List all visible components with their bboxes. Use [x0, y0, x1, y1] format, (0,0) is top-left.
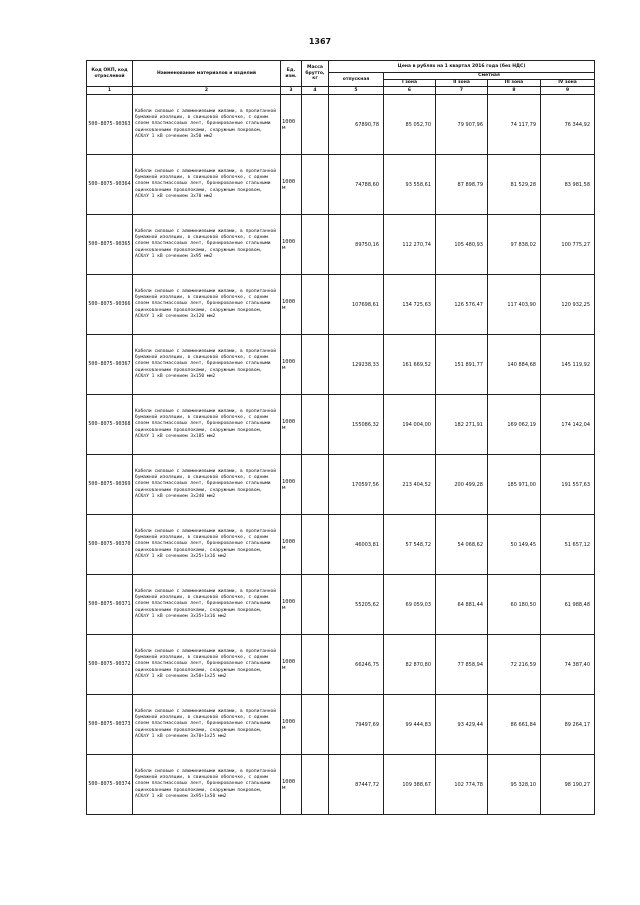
zone-3-price: 86 661,84: [488, 695, 541, 755]
release-price: 46003,81: [329, 515, 384, 575]
header-name: Наименование материалов и изделий: [133, 61, 281, 87]
zone-3-price: 95 328,10: [488, 755, 541, 815]
table-row: [87, 515, 595, 575]
zone-2-price: 79 907,96: [436, 95, 488, 155]
zone-4-price: 145 119,92: [541, 335, 595, 395]
zone-2-price: 105 480,93: [436, 215, 488, 275]
header-release: отпускная: [329, 73, 384, 87]
header-estimate: Сметная: [384, 73, 595, 80]
zone-4-price: 76 344,92: [541, 95, 595, 155]
mass: [302, 395, 329, 455]
okp-code: 500-8075-90366: [87, 275, 133, 335]
table-row: [87, 695, 595, 755]
zone-3-price: 74 117,79: [488, 95, 541, 155]
zone-1-price: 69 059,03: [384, 575, 436, 635]
release-price: 129238,33: [329, 335, 384, 395]
okp-code: 500-8075-90363: [87, 95, 133, 155]
unit: 1000 м: [281, 95, 302, 155]
release-price: 155086,32: [329, 395, 384, 455]
zone-1-price: 82 870,80: [384, 635, 436, 695]
zone-2-price: 64 881,44: [436, 575, 488, 635]
unit: 1000 м: [281, 455, 302, 515]
zone-3-price: 140 884,68: [488, 335, 541, 395]
zone-4-price: 89 264,17: [541, 695, 595, 755]
material-name: Кабели силовые с алюминиевыми жилами, в пропитанной бумажной изоляции, в свинцовой оболочке, с одним слоем пластмассовых лент, бронированные стальными оцинкованными проволоками, снаружным покровом, АСКлУ 1 кВ сечением 3х25+1х16 мм2: [133, 515, 281, 575]
table-row: [87, 755, 595, 815]
unit: 1000 м: [281, 275, 302, 335]
material-name: Кабели силовые с алюминиевыми жилами, в пропитанной бумажной изоляции, в свинцовой оболочке, с одним слоем пластмассовых лент, бронированные стальными оцинкованными проволоками, снаружным покровом, АСКлУ 1 кВ сечением 3х150 мм2: [133, 335, 281, 395]
zone-2-price: 182 271,91: [436, 395, 488, 455]
release-price: 107698,61: [329, 275, 384, 335]
release-price: 55205,62: [329, 575, 384, 635]
zone-2-price: 87 898,79: [436, 155, 488, 215]
material-name: Кабели силовые с алюминиевыми жилами, в пропитанной бумажной изоляции, в свинцовой оболочке, с одним слоем пластмассовых лент, бронированные стальными оцинкованными проволоками, снаружным покровом, АСКлУ 1 кВ сечением 3х70 мм2: [133, 155, 281, 215]
okp-code: 500-8075-90372: [87, 635, 133, 695]
zone-1-price: 85 052,70: [384, 95, 436, 155]
zone-1-price: 99 444,83: [384, 695, 436, 755]
zone-4-price: 120 932,25: [541, 275, 595, 335]
zone-1-price: 161 669,52: [384, 335, 436, 395]
release-price: 74788,60: [329, 155, 384, 215]
zone-1-price: 213 404,52: [384, 455, 436, 515]
zone-3-price: 60 180,50: [488, 575, 541, 635]
zone-3-price: 81 529,28: [488, 155, 541, 215]
column-number: 5: [329, 87, 384, 95]
release-price: 67890,78: [329, 95, 384, 155]
okp-code: 500-8075-90373: [87, 695, 133, 755]
release-price: 89750,16: [329, 215, 384, 275]
zone-2-price: 200 499,28: [436, 455, 488, 515]
mass: [302, 275, 329, 335]
header-zone-2: II зона: [436, 80, 488, 87]
okp-code: 500-8075-90370: [87, 515, 133, 575]
mass: [302, 755, 329, 815]
zone-3-price: 72 216,59: [488, 635, 541, 695]
unit: 1000 м: [281, 635, 302, 695]
material-name: Кабели силовые с алюминиевыми жилами, в пропитанной бумажной изоляции, в свинцовой оболочке, с одним слоем пластмассовых лент, бронированные стальными оцинкованными проволоками, снаружным покровом, АСКлУ 1 кВ сечением 3х240 мм2: [133, 455, 281, 515]
table-row: [87, 95, 595, 155]
zone-1-price: 194 004,00: [384, 395, 436, 455]
zone-1-price: 112 270,74: [384, 215, 436, 275]
column-number: 1: [87, 87, 133, 95]
header-zone-4: IV зона: [541, 80, 595, 87]
release-price: 170597,56: [329, 455, 384, 515]
material-name: Кабели силовые с алюминиевыми жилами, в пропитанной бумажной изоляции, в свинцовой оболочке, с одним слоем пластмассовых лент, бронированные стальными оцинкованными проволоками, снаружным покровом, АСКлУ 1 кВ сечением 3х35+1х16 мм2: [133, 575, 281, 635]
material-name: Кабели силовые с алюминиевыми жилами, в пропитанной бумажной изоляции, в свинцовой оболочке, с одним слоем пластмассовых лент, бронированные стальными оцинкованными проволоками, снаружным покровом, АСКлУ 1 кВ сечением 3х50 мм2: [133, 95, 281, 155]
release-price: 87447,72: [329, 755, 384, 815]
table-row: [87, 455, 595, 515]
okp-code: 500-8075-90365: [87, 215, 133, 275]
release-price: 66246,75: [329, 635, 384, 695]
table-row: [87, 635, 595, 695]
zone-2-price: 77 858,94: [436, 635, 488, 695]
table-row: [87, 215, 595, 275]
zone-1-price: 109 388,67: [384, 755, 436, 815]
header-unit: Ед. изм.: [281, 61, 302, 87]
column-number: 4: [302, 87, 329, 95]
zone-2-price: 54 068,62: [436, 515, 488, 575]
column-number: 8: [488, 87, 541, 95]
zone-4-price: 100 775,27: [541, 215, 595, 275]
unit: 1000 м: [281, 695, 302, 755]
unit: 1000 м: [281, 155, 302, 215]
table-row: [87, 335, 595, 395]
mass: [302, 335, 329, 395]
zone-1-price: 134 725,63: [384, 275, 436, 335]
table-row: [87, 575, 595, 635]
mass: [302, 215, 329, 275]
unit: 1000 м: [281, 575, 302, 635]
column-numbers-row: [87, 87, 595, 95]
zone-3-price: 117 403,90: [488, 275, 541, 335]
table-row: [87, 155, 595, 215]
header-code: Код ОКП, код отраслевой: [87, 61, 133, 87]
header-zone-1: I зона: [384, 80, 436, 87]
unit: 1000 м: [281, 395, 302, 455]
material-name: Кабели силовые с алюминиевыми жилами, в пропитанной бумажной изоляции, в свинцовой оболочке, с одним слоем пластмассовых лент, бронированные стальными оцинкованными проволоками, снаружным покровом, АСКлУ 1 кВ сечением 3х95 мм2: [133, 215, 281, 275]
mass: [302, 155, 329, 215]
release-price: 79497,69: [329, 695, 384, 755]
column-number: 9: [541, 87, 595, 95]
zone-3-price: 50 149,45: [488, 515, 541, 575]
zone-4-price: 74 387,40: [541, 635, 595, 695]
okp-code: 500-8075-90369: [87, 455, 133, 515]
header-zone-3: III зона: [488, 80, 541, 87]
column-number: 7: [436, 87, 488, 95]
zone-3-price: 185 971,00: [488, 455, 541, 515]
zone-4-price: 174 142,04: [541, 395, 595, 455]
mass: [302, 575, 329, 635]
unit: 1000 м: [281, 755, 302, 815]
price-table: [86, 60, 595, 815]
okp-code: 500-8075-90368: [87, 395, 133, 455]
zone-2-price: 151 891,77: [436, 335, 488, 395]
material-name: Кабели силовые с алюминиевыми жилами, в пропитанной бумажной изоляции, в свинцовой оболочке, с одним слоем пластмассовых лент, бронированные стальными оцинкованными проволоками, снаружным покровом, АСКлУ 1 кВ сечением 3х70+1х25 мм2: [133, 695, 281, 755]
header-mass: Масса брутто, кг: [302, 61, 329, 87]
zone-4-price: 61 988,48: [541, 575, 595, 635]
table-row: [87, 275, 595, 335]
mass: [302, 635, 329, 695]
unit: 1000 м: [281, 215, 302, 275]
okp-code: 500-8075-90374: [87, 755, 133, 815]
zone-1-price: 93 558,61: [384, 155, 436, 215]
mass: [302, 455, 329, 515]
okp-code: 500-8075-90367: [87, 335, 133, 395]
mass: [302, 695, 329, 755]
zone-1-price: 57 548,72: [384, 515, 436, 575]
mass: [302, 515, 329, 575]
column-number: 2: [133, 87, 281, 95]
okp-code: 500-8075-90371: [87, 575, 133, 635]
zone-4-price: 51 657,12: [541, 515, 595, 575]
zone-4-price: 83 981,58: [541, 155, 595, 215]
table-row: [87, 395, 595, 455]
okp-code: 500-8075-90364: [87, 155, 133, 215]
zone-2-price: 93 429,44: [436, 695, 488, 755]
column-number: 6: [384, 87, 436, 95]
zone-3-price: 97 838,02: [488, 215, 541, 275]
material-name: Кабели силовые с алюминиевыми жилами, в пропитанной бумажной изоляции, в свинцовой оболочке, с одним слоем пластмассовых лент, бронированные стальными оцинкованными проволоками, снаружным покровом, АСКлУ 1 кВ сечением 3х50+1х25 мм2: [133, 635, 281, 695]
zone-4-price: 191 557,63: [541, 455, 595, 515]
unit: 1000 м: [281, 515, 302, 575]
material-name: Кабели силовые с алюминиевыми жилами, в пропитанной бумажной изоляции, в свинцовой оболочке, с одним слоем пластмассовых лент, бронированные стальными оцинкованными проволоками, снаружным покровом, АСКлУ 1 кВ сечением 3х95+1х50 мм2: [133, 755, 281, 815]
material-name: Кабели силовые с алюминиевыми жилами, в пропитанной бумажной изоляции, в свинцовой оболочке, с одним слоем пластмассовых лент, бронированные стальными оцинкованными проволоками, снаружным покровом, АСКлУ 1 кВ сечением 3х120 мм2: [133, 275, 281, 335]
column-number: 3: [281, 87, 302, 95]
zone-2-price: 102 774,78: [436, 755, 488, 815]
material-name: Кабели силовые с алюминиевыми жилами, в пропитанной бумажной изоляции, в свинцовой оболочке, с одним слоем пластмассовых лент, бронированные стальными оцинкованными проволоками, снаружным покровом, АСКлУ 1 кВ сечением 3х185 мм2: [133, 395, 281, 455]
zone-2-price: 126 576,47: [436, 275, 488, 335]
zone-3-price: 169 062,19: [488, 395, 541, 455]
mass: [302, 95, 329, 155]
page-number: 1367: [308, 37, 332, 46]
unit: 1000 м: [281, 335, 302, 395]
zone-4-price: 98 190,27: [541, 755, 595, 815]
header-price-group: Цена в рублях на 1 квартал 2016 года (без НДС): [329, 61, 595, 73]
